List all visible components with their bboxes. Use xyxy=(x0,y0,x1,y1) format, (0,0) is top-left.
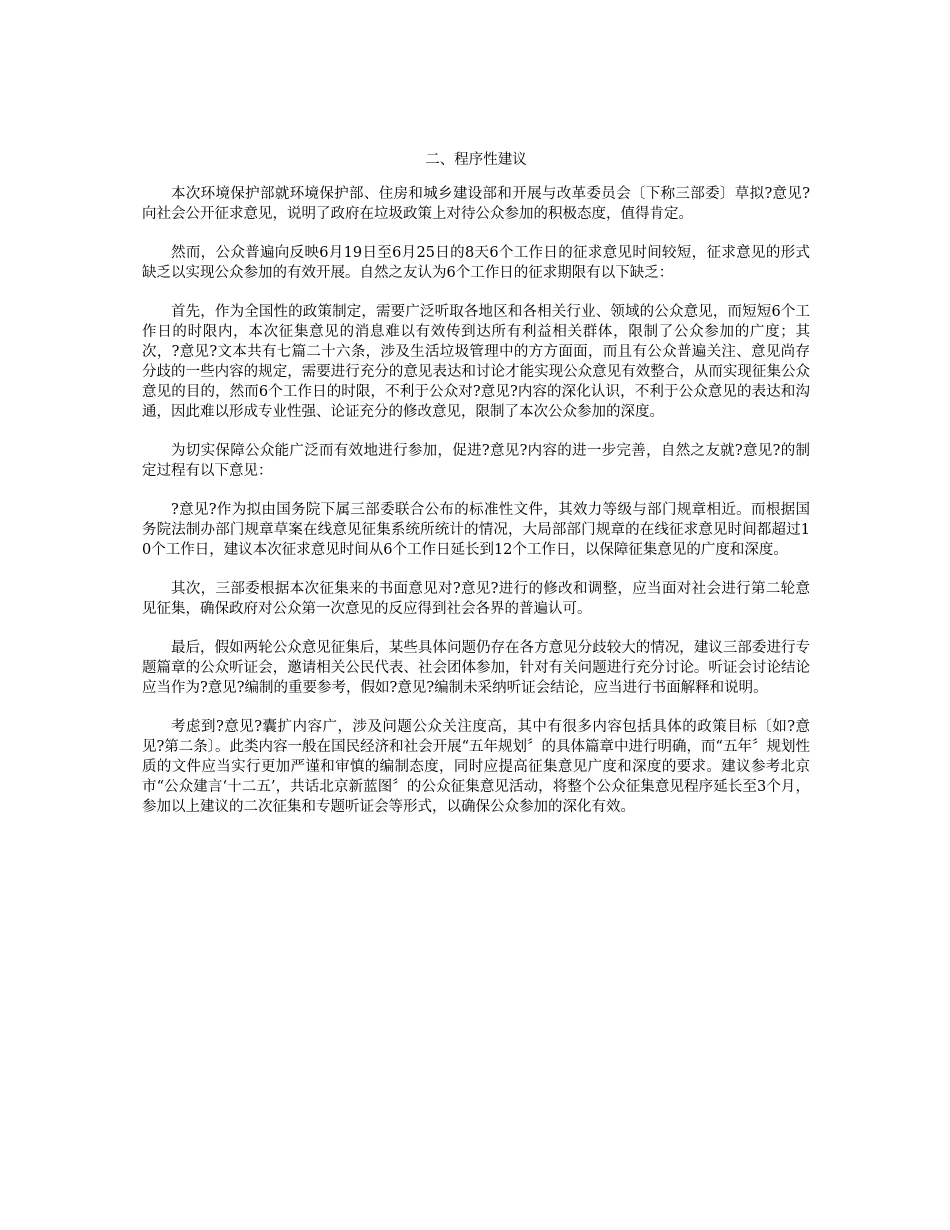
paragraph-time-short: 然而，公众普遍向反映6月19日至6月25日的8天6个工作日的征求意见时间较短，征求意见的形式缺乏以实现公众参加的有效开展。自然之友认为6个工作日的征求期限有以下缺乏： xyxy=(142,245,810,281)
section-heading: 二、程序性建议 xyxy=(425,152,527,168)
paragraph-first-reason: 首先，作为全国性的政策制定，需要广泛听取各地区和各相关行业、领域的公众意见，而短短6个工作日的时限内，本次征集意见的消息难以有效传到达所有利益相关群体，限制了公众参加的广度；其次，?意见?文本共有七篇二十六条，涉及生活垃圾管理中的方方面面，而且有公众普遍关注、意见尚存分歧的一些内容的规定，需要进行充分的意见表达和讨论才能实现公众意见有效整合，从而实现征集公众意见的目的，然而6个工作日的时限，不利于公众对?意见?内容的深化认识，不利于公众意见的表达和沟通，因此难以形成专业性强、论证充分的修改意见，限制了本次公众参加的深度。 xyxy=(142,304,810,420)
paragraph-five-year-plan: 考虑到?意见?囊扩内容广，涉及问题公众关注度高，其中有很多内容包括具体的政策目标〔如?意见?第二条〕。此类内容一般在国民经济和社会开展“五年规划〞的具体篇章中进行明确，而“五年〞规划性质的文件应当实行更加严谨和审慎的编制态度，同时应提高征集意见广度和深度的要求。建议参考北京市“公众建言‘十二五’，共话北京新蓝图〞的公众征集意见活动，将整个公众征集意见程序延长至3个月，参加以上建议的二次征集和专题听证会等形式，以确保公众参加的深化有效。 xyxy=(142,719,810,815)
paragraph-suggestions-intro: 为切实保障公众能广泛而有效地进行参加，促进?意见?内容的进一步完善，自然之友就?意见?的制定过程有以下意见： xyxy=(142,443,810,479)
paragraph-second-round: 其次，三部委根据本次征集来的书面意见对?意见?进行的修改和调整，应当面对社会进行第二轮意见征集，确保政府对公众第一次意见的反应得到社会各界的普遍认可。 xyxy=(142,581,810,617)
document-page xyxy=(142,150,810,836)
paragraph-hearing: 最后，假如两轮公众意见征集后，某些具体问题仍存在各方意见分歧较大的情况，建议三部委进行专题篇章的公众听证会，邀请相关公民代表、社会团体参加，针对有关问题进行充分讨论。听证会讨论结论应当作为?意见?编制的重要参考，假如?意见?编制未采纳听证会结论，应当进行书面解释和说明。 xyxy=(142,640,810,696)
paragraph-intro: 本次环境保护部就环境保护部、住房和城乡建设部和开展与改革委员会〔下称三部委〕草拟?意见?向社会公开征求意见，说明了政府在垃圾政策上对待公众参加的积极态度，值得肯定。 xyxy=(142,186,810,222)
paragraph-extend-period: ?意见?作为拟由国务院下属三部委联合公布的标准性文件，其效力等级与部门规章相近。而根据国务院法制办部门规章草案在线意见征集系统所统计的情况，大局部部门规章的在线征求意见时间都超过10个工作日，建议本次征求意见时间从6个工作日延长到12个工作日，以保障征集意见的广度和深度。 xyxy=(142,502,810,558)
